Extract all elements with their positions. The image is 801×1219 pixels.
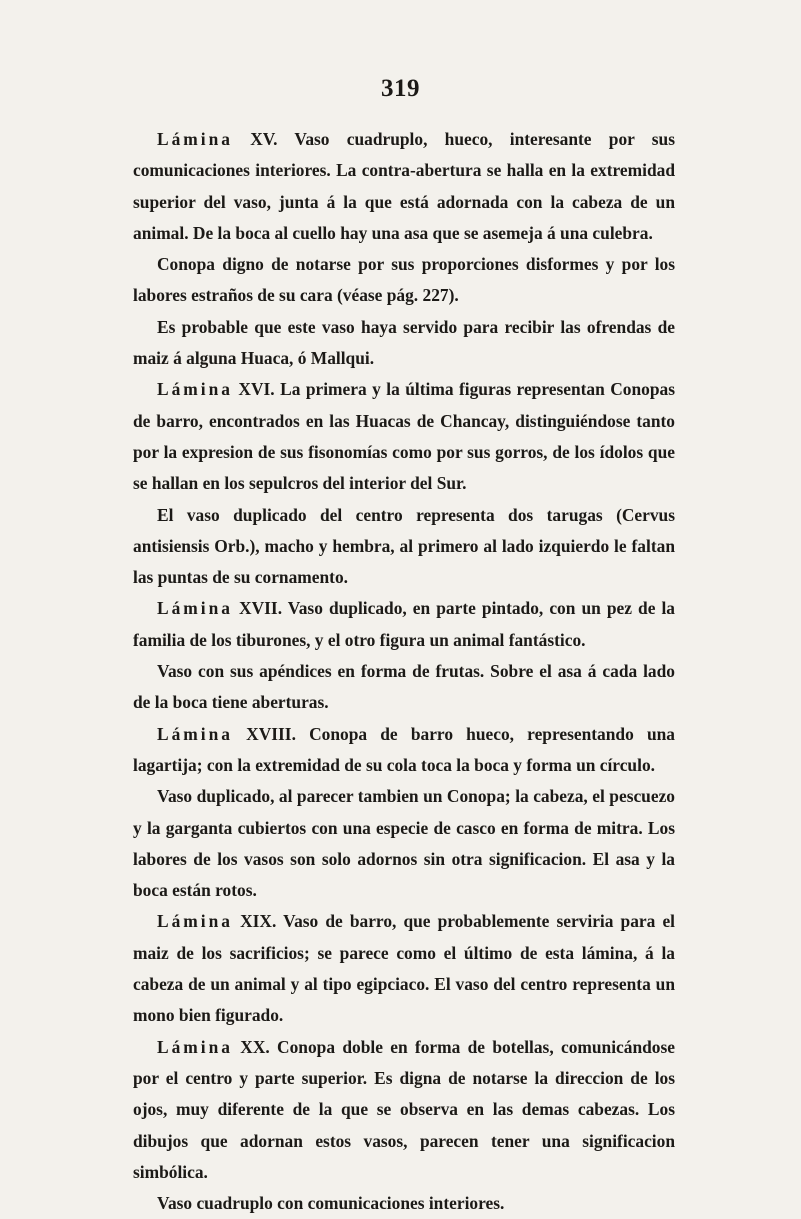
paragraph — [133, 374, 675, 499]
paragraph — [133, 1188, 675, 1219]
paragraph — [133, 1032, 675, 1188]
paragraph — [133, 124, 675, 249]
paragraph-text: XV. Vaso cuadruplo, hueco, interesante por sus comunicaciones interiores. La contra-abertura se halla en la extremidad superior del vaso, junta á la que está adornada con la cabeza de un animal. De la boca al cuello hay una asa que se asemeja á una culebra. — [133, 129, 675, 243]
plate-label: Lámina — [157, 723, 233, 744]
plate-label: Lámina — [157, 379, 233, 400]
paragraph — [133, 312, 675, 375]
paragraph-text: Vaso con sus apéndices en forma de frutas. Sobre el asa á cada lado de la boca tiene aberturas. — [133, 661, 675, 713]
paragraph-text: El vaso duplicado del centro representa dos tarugas (Cervus antisiensis Orb.), macho y hembra, al primero al lado izquierdo le faltan las puntas de su cornamento. — [133, 504, 675, 588]
paragraph — [133, 906, 675, 1031]
page-number: 319 — [381, 75, 420, 102]
paragraph-text: Es probable que este vaso haya servido para recibir las ofrendas de maiz á alguna Huaca, ó Mallqui. — [133, 316, 675, 369]
plate-label: Lámina — [157, 911, 233, 932]
paragraph — [133, 593, 675, 656]
paragraph-text: Conopa digno de notarse por sus proporciones disformes y por los labores estraños de su cara (véase pág. 227). — [133, 254, 675, 306]
plate-label: Lámina — [157, 1036, 233, 1057]
body-text — [133, 124, 675, 1219]
paragraph-text: XVII. Vaso duplicado, en parte pintado, con un pez de la familia de los tiburones, y el otro figura un animal fantástico. — [133, 598, 675, 650]
paragraph-text: XIX. Vaso de barro, que probablemente serviria para el maiz de los sacrificios; se parece como el último de esta lámina, á la cabeza de un animal y al tipo egipciaco. El vaso del centro representa un mono bien figurado. — [133, 911, 675, 1026]
paragraph-text: Vaso cuadruplo con comunicaciones interiores. — [157, 1193, 505, 1214]
plate-label: Lámina — [157, 598, 233, 619]
paragraph-text: XX. Conopa doble en forma de botellas, comunicándose por el centro y parte superior. Es digna de notarse la direccion de los ojos, muy diferente de la que se observa en las demas cabezas. Los dibujos que adornan estos vasos, parecen tener una significacion simbólica. — [133, 1036, 675, 1182]
paragraph-text: XVIII. Conopa de barro hueco, representando una lagartija; con la extremidad de su cola toca la boca y forma un círculo. — [133, 723, 675, 775]
plate-label: Lámina — [157, 129, 233, 149]
paragraph — [133, 781, 675, 906]
paragraph-text: Vaso duplicado, al parecer tambien un Conopa; la cabeza, el pescuezo y la garganta cubiertos con una especie de casco en forma de mitra. Los labores de los vasos son solo adornos sin otra significacion. El asa y la boca están rotos. — [133, 786, 675, 901]
paragraph — [133, 656, 675, 719]
paragraph — [133, 249, 675, 312]
paragraph — [133, 719, 675, 782]
paragraph — [133, 500, 675, 594]
paragraph-text: XVI. La primera y la última figuras representan Conopas de barro, encontrados en las Huacas de Chancay, distinguiéndose tanto por la expresion de sus fisonomías como por sus gorros, de los ídolos que se hallan en los sepulcros del interior del Sur. — [133, 379, 675, 494]
